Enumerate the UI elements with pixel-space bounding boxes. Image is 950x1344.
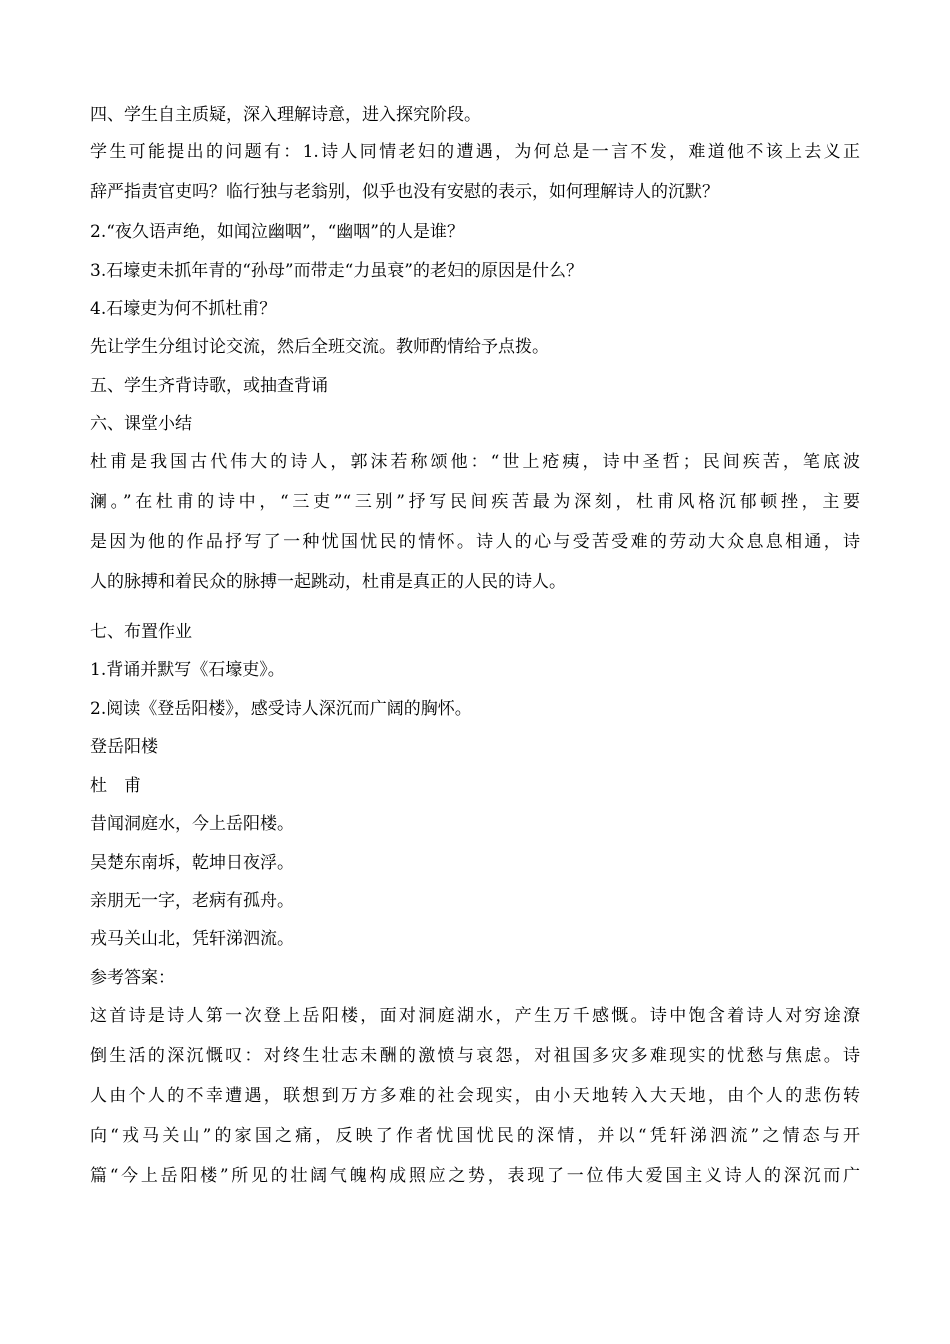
text-line: 这首诗是诗人第一次登上岳阳楼，面对洞庭湖水，产生万千感慨。诗中饱含着诗人对穷途潦 bbox=[90, 1006, 860, 1026]
section-5-heading: 五、学生齐背诗歌，或抽查背诵 bbox=[90, 376, 328, 396]
text-line: 人的脉搏和着民众的脉搏一起跳动，杜甫是真正的人民的诗人。 bbox=[90, 572, 566, 592]
question-3: 3.石壕吏未抓年青的“孙母”而带走“力虽衰”的老妇的原因是什么？ bbox=[90, 261, 583, 281]
text-line: 向“戎马关山”的家国之痛，反映了作者忧国忧民的深情，并以“凭轩涕泗流”之情态与开 bbox=[90, 1126, 860, 1146]
answer-heading: 参考答案： bbox=[90, 968, 175, 988]
homework-item-1: 1.背诵并默写《石壕吏》。 bbox=[90, 660, 285, 680]
poem-line: 昔闻洞庭水，今上岳阳楼。 bbox=[90, 814, 294, 834]
poem-line: 亲朋无一字，老病有孤舟。 bbox=[90, 891, 294, 911]
text-line: 杜甫是我国古代伟大的诗人，郭沫若称颂他：“世上疮痍，诗中圣哲；民间疾苦，笔底波 bbox=[90, 452, 860, 472]
text-line: 人由个人的不幸遭遇，联想到万方多难的社会现实，由小天地转入大天地，由个人的悲伤转 bbox=[90, 1086, 860, 1106]
text-line: 学生可能提出的问题有：1.诗人同情老妇的遭遇，为何总是一言不发，难道他不该上去义正 bbox=[90, 142, 860, 162]
poem-line: 吴楚东南坼，乾坤日夜浮。 bbox=[90, 853, 294, 873]
summary-paragraph bbox=[90, 452, 860, 592]
question-2: 2.“夜久语声绝，如闻泣幽咽”，“幽咽”的人是谁？ bbox=[90, 222, 464, 242]
text-line: 篇“今上岳阳楼”所见的壮阔气魄构成照应之势，表现了一位伟大爱国主义诗人的深沉而广 bbox=[90, 1166, 860, 1186]
question-4: 4.石壕吏为何不抓杜甫？ bbox=[90, 299, 277, 319]
section-7-heading: 七、布置作业 bbox=[90, 622, 192, 642]
text-line: 辞严指责官吏吗？临行独与老翁别，似乎也没有安慰的表示，如何理解诗人的沉默？ bbox=[90, 182, 719, 202]
section-6-heading: 六、课堂小结 bbox=[90, 414, 192, 434]
homework-item-2: 2.阅读《登岳阳楼》，感受诗人深沉而广阔的胸怀。 bbox=[90, 699, 472, 719]
poem-title: 登岳阳楼 bbox=[90, 737, 158, 757]
poem-line: 戎马关山北，凭轩涕泗流。 bbox=[90, 929, 294, 949]
answer-paragraph bbox=[90, 1006, 860, 1186]
questions-intro-paragraph bbox=[90, 142, 860, 202]
poem-author: 杜 甫 bbox=[90, 776, 141, 796]
text-line: 是因为他的作品抒写了一种忧国忧民的情怀。诗人的心与受苦受难的劳动大众息息相通，诗 bbox=[90, 532, 860, 552]
discussion-text: 先让学生分组讨论交流，然后全班交流。教师酌情给予点拨。 bbox=[90, 337, 549, 357]
section-4-heading: 四、学生自主质疑，深入理解诗意，进入探究阶段。 bbox=[90, 105, 481, 125]
text-line: 倒生活的深沉慨叹：对终生壮志未酬的激愤与哀怨，对祖国多灾多难现实的忧愁与焦虑。诗 bbox=[90, 1046, 860, 1066]
text-line: 澜。”在杜甫的诗中，“三吏”“三别”抒写民间疾苦最为深刻，杜甫风格沉郁顿挫，主要 bbox=[90, 492, 860, 512]
